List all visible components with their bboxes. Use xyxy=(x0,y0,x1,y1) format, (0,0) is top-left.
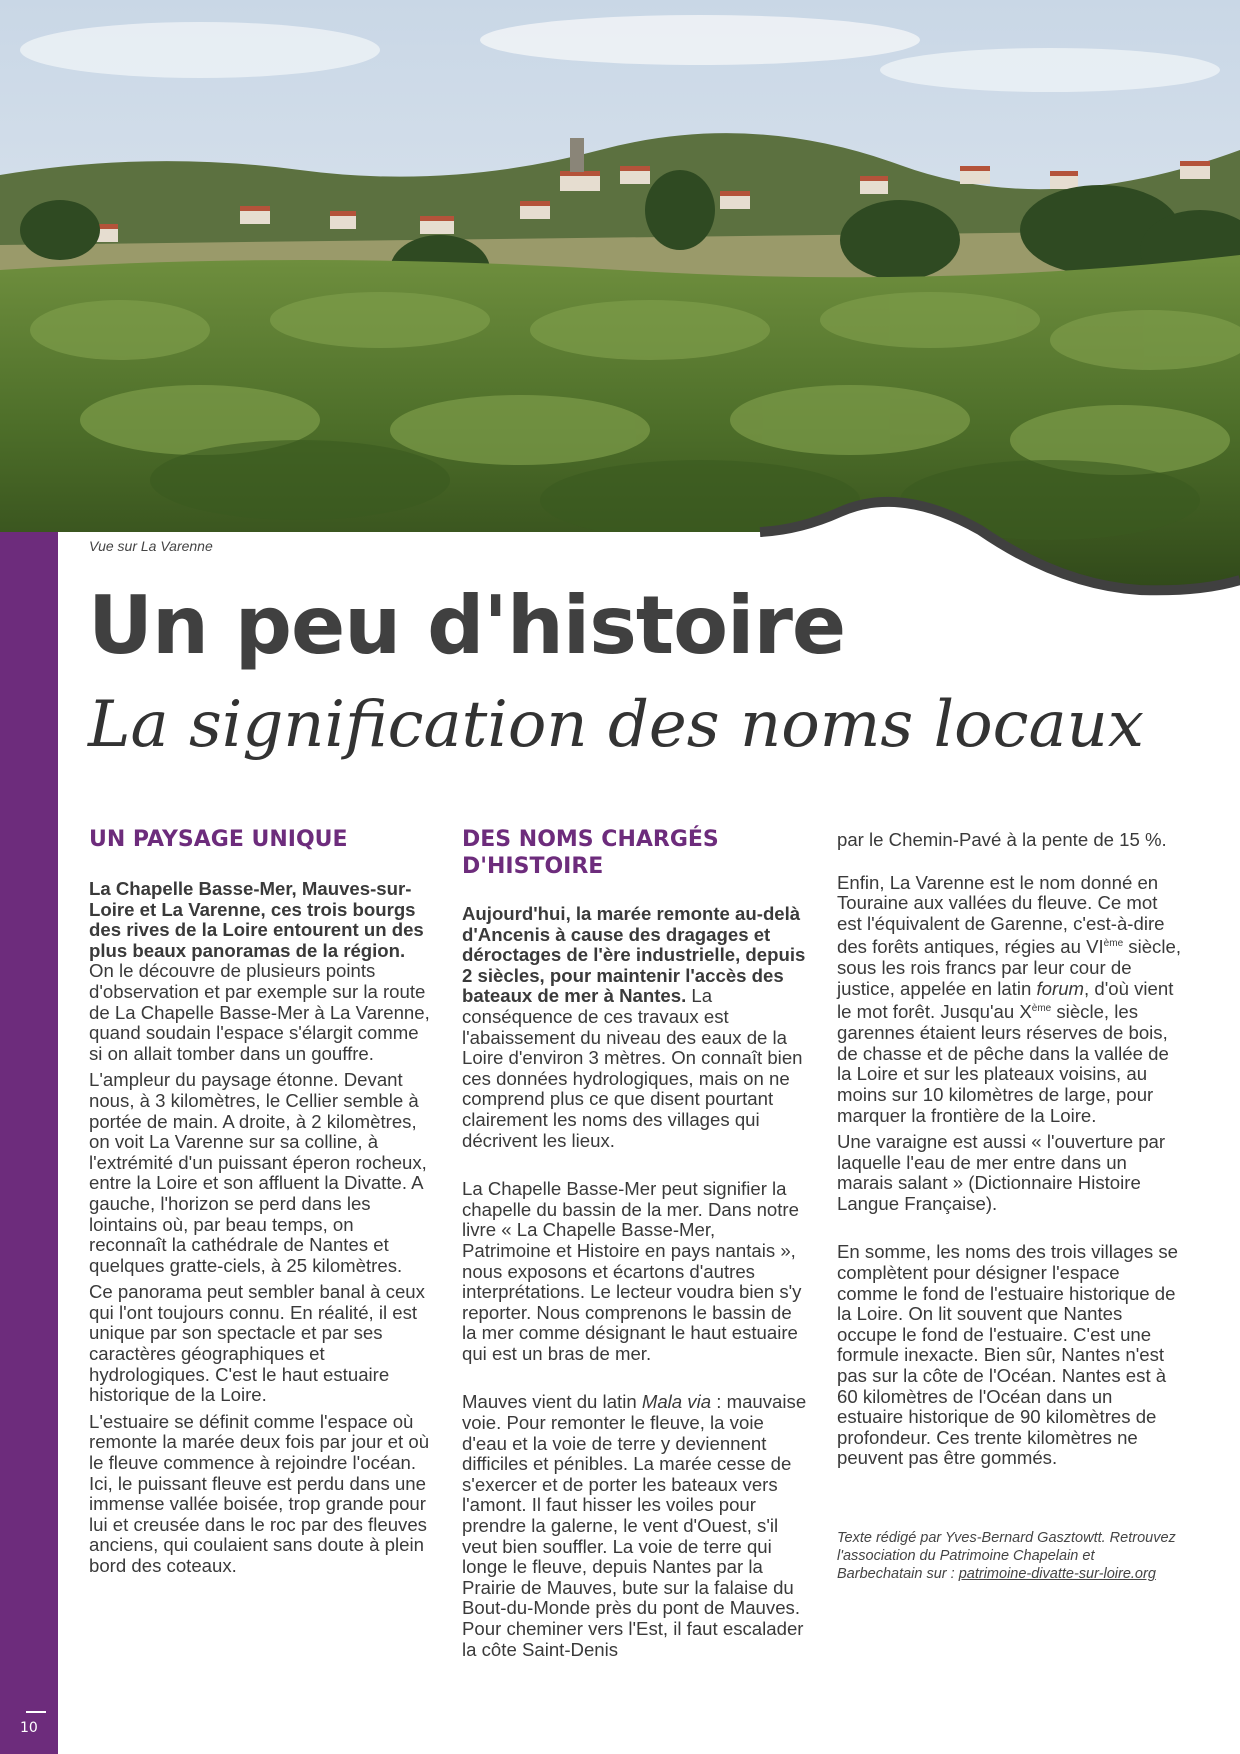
superscript: ème xyxy=(1103,938,1124,950)
purple-sidebar xyxy=(0,532,58,1754)
column-2 xyxy=(462,826,807,1666)
paragraph: par le Chemin-Pavé à la pente de 15 %. xyxy=(837,829,1167,850)
paragraph-text: : mauvaise voie. Pour remonter le fleuve, la voie d'eau et la voie de terre y deviennent difficiles et pénibles. La marée cesse de s'exercer et de porter les bateaux vers l'amont. Il faut hisser les voiles pour prendre la galerne, le vent d'Ouest, s'il veut bien souffler. La voie de terre qui longe le fleuve, depuis Nantes par la Prairie de Mauves, bute sur la falaise du Bout-du-Monde près du pont de Mauves. Pour cheminer vers l'Est, il faut escalader la côte Saint-Denis xyxy=(462,1391,807,1660)
paragraph: Une varaigne est aussi « l'ouverture par laquelle l'eau de mer entre dans un marais salant » (Dictionnaire Histoire Langue Française). xyxy=(837,1131,1166,1214)
page-number: 10 xyxy=(20,1720,38,1736)
section-heading: DES NOMS CHARGÉS D'HISTOIRE xyxy=(462,827,719,879)
credit xyxy=(837,1529,1182,1583)
paragraph-text: siècle, les garennes étaient leurs réserves de bois, de chasse et de pêche dans la vallée de la Loire et sur les plateaux voisins, au moins sur 10 kilomètres de large, pour marquer la frontière de la Loire. xyxy=(837,1001,1169,1126)
paragraph: En somme, les noms des trois villages se complètent pour désigner l'espace comme le fond de l'estuaire historique de la Loire. On lit souvent que Nantes occupe le fond de l'estuaire. C'est une formule inexacte. Bien sûr, Nantes n'est pas sur la côte de l'Océan. Nantes est à 60 kilomètres de l'Océan dans un estuaire historique de 90 kilomètres de profondeur. Ces trente kilomètres ne peuvent pas être gommés. xyxy=(837,1241,1179,1469)
paragraph xyxy=(89,879,434,1064)
column-1 xyxy=(89,826,434,1583)
page-subtitle: La signification des noms locaux xyxy=(88,688,1144,762)
column-3 xyxy=(837,830,1182,1589)
paragraph: Ce panorama peut sembler banal à ceux qui l'ont toujours connu. En réalité, il est unique par son spectacle et par ses caractères géographiques et hydrologiques. C'est le haut estuaire historique de la Loire. xyxy=(89,1281,425,1406)
latin-term: Mala via xyxy=(641,1391,712,1413)
paragraph: L'estuaire se définit comme l'espace où remonte la marée deux fois par jour et où le fleuve commence à rejoindre l'océan. Ici, le puissant fleuve est perdu dans une immense vallée boisée, trop grande pour lui et creusée dans le roc par des fleuves anciens, qui coulaient sans doute à plein bord des coteaux. xyxy=(89,1410,430,1576)
landscape-photo xyxy=(0,0,1240,600)
section-heading: UN PAYSAGE UNIQUE xyxy=(89,827,348,852)
paragraph-text: La conséquence de ces travaux est l'abaissement du niveau des eaux de la Loire d'environ 3 mètres. On connaît bien ces données hydrologiques, mais on ne comprend plus ce que disent pourtant clairement les noms des villages qui décrivent les lieux. xyxy=(462,985,803,1151)
paragraph-text: Mauves vient du latin xyxy=(462,1391,642,1413)
credit-text: Texte rédigé par Yves-Bernard Gasztowtt. Retrouvez l'association du Patrimoine Chapelain et Barbechatain sur : xyxy=(837,1530,1176,1582)
paragraph xyxy=(462,1392,807,1660)
paragraph-text: Enfin, La Varenne est le nom donné en Touraine aux vallées du fleuve. Ce mot est l'équivalent de Garenne, c'est-à-dire des forêts antiques, régies au VI xyxy=(837,871,1165,958)
paragraph: L'ampleur du paysage étonne. Devant nous, à 3 kilomètres, le Cellier semble à portée de main. A droite, à 2 kilomètres, on voit La Varenne sur sa colline, à l'extrémité d'un puissant éperon rocheux, entre la Loire et son affluent la Divatte. A gauche, l'horizon se perd dans les lointains où, par beau temps, on reconnaît la cathédrale de Nantes et quelques gratte-ciels, à 25 kilomètres. xyxy=(89,1069,427,1276)
paragraph-text: siècle, sous les rois francs par leur cour de justice, appelée en latin xyxy=(837,936,1181,999)
page-title: Un peu d'histoire xyxy=(88,579,846,672)
latin-term: forum xyxy=(1036,977,1085,999)
paragraph xyxy=(462,904,807,1151)
paragraph xyxy=(837,873,1182,1127)
paragraph-text: , d'où vient le mot forêt. Jusqu'au X xyxy=(837,977,1174,1023)
photo-caption: Vue sur La Varenne xyxy=(89,538,213,554)
paragraph: La Chapelle Basse-Mer peut signifier la chapelle du bassin de la mer. Dans notre livre « La Chapelle Basse-Mer, Patrimoine et Histoire en pays nantais », nous exposons et écartons d'autres interprétations. Le lecteur voudra bien s'y reporter. Nous comprenons le bassin de la mer comme désignant le haut estuaire qui est un bras de mer. xyxy=(462,1178,802,1364)
lead-text: La Chapelle Basse-Mer, Mauves-sur-Loire et La Varenne, ces trois bourgs des rives de la Loire entourent un des plus beaux panoramas de la région. xyxy=(89,878,424,961)
page-marker xyxy=(26,1711,46,1713)
paragraph-text: On le découvre de plusieurs points d'observation et par exemple sur la route de La Chapelle Basse-Mer à La Varenne, quand soudain l'espace s'élargit comme si on allait tomber dans un gouffre. xyxy=(89,960,430,1064)
lead-text: Aujourd'hui, la marée remonte au-delà d'Ancenis à cause des dragages et déroctages de l'ère industrielle, depuis 2 siècles, pour maintenir l'accès des bateaux de mer à Nantes. xyxy=(462,903,806,1007)
website-link[interactable]: patrimoine-divatte-sur-loire.org xyxy=(958,1566,1156,1582)
superscript: ème xyxy=(1031,1003,1052,1015)
